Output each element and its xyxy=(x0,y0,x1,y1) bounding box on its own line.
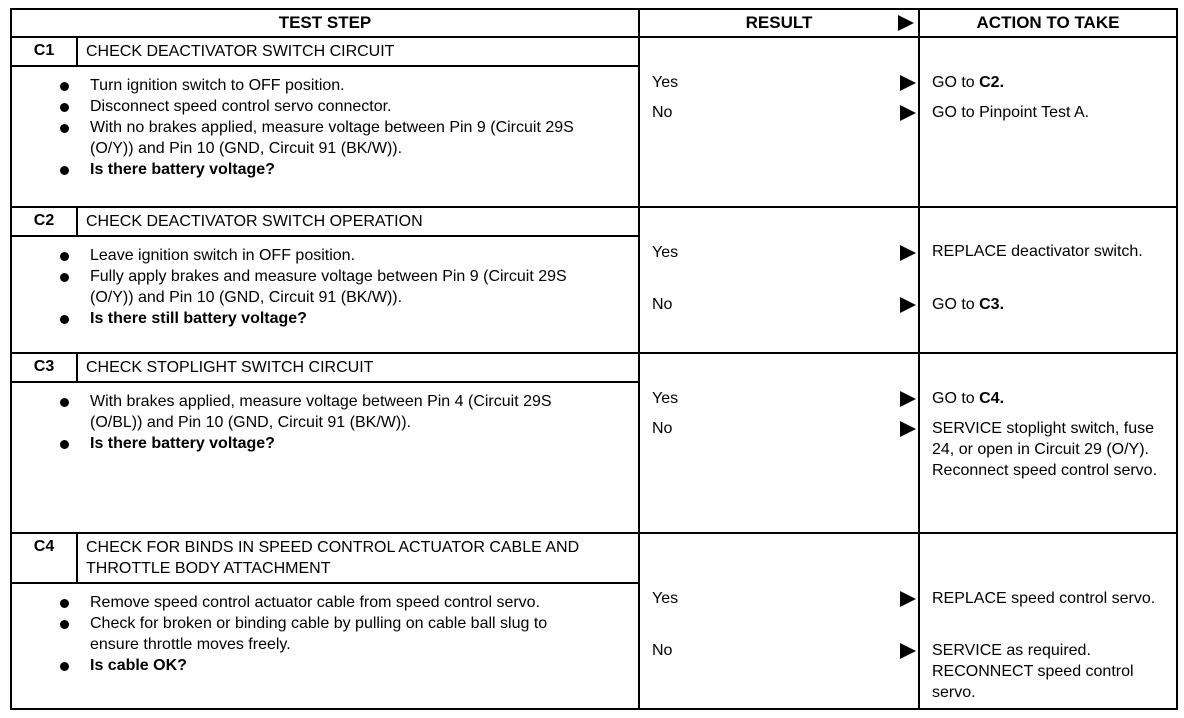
result-yes xyxy=(652,74,918,92)
result-label: Yes xyxy=(652,244,679,261)
result-cell xyxy=(639,353,919,533)
action-cell xyxy=(919,533,1177,709)
action-text: GO to xyxy=(932,74,980,91)
step-header xyxy=(12,534,638,584)
result-cell xyxy=(639,533,919,709)
step-id: C2 xyxy=(12,208,78,235)
action-text: SERVICE stoplight switch, fuse 24, or open in Circuit 29 (O/Y). Reconnect speed control servo. xyxy=(932,420,1158,479)
step-question: Is there still battery voltage? xyxy=(90,308,628,329)
result-label: Yes xyxy=(652,390,679,407)
result-cell xyxy=(639,207,919,353)
bullet-item: Check for broken or binding cable by pulling on cable ball slug to ensure throttle moves freely. xyxy=(90,613,628,655)
step-id: C4 xyxy=(12,534,78,582)
step-cell xyxy=(11,207,639,353)
action-cell xyxy=(919,353,1177,533)
step-header xyxy=(12,38,638,67)
result-no xyxy=(652,104,918,122)
arrow-right-icon xyxy=(900,105,916,121)
step-header xyxy=(12,208,638,237)
diagnostic-table-sheet xyxy=(10,8,1176,710)
action-yes xyxy=(932,588,1170,609)
step-row-c3 xyxy=(11,353,1177,533)
result-label: Yes xyxy=(652,74,679,91)
arrow-right-icon xyxy=(900,643,916,659)
step-row-c1 xyxy=(11,37,1177,207)
step-title: CHECK DEACTIVATOR SWITCH CIRCUIT xyxy=(86,43,395,60)
bullet-item: Remove speed control actuator cable from speed control servo. xyxy=(90,592,628,613)
bullet-item: Leave ignition switch in OFF position. xyxy=(90,245,628,266)
action-no xyxy=(932,102,1170,123)
step-id: C3 xyxy=(12,354,78,381)
action-text: GO to xyxy=(932,390,980,407)
action-text: SERVICE as required. RECONNECT speed control servo. xyxy=(932,642,1134,701)
step-title: CHECK STOPLIGHT SWITCH CIRCUIT xyxy=(86,359,374,376)
header-action: ACTION TO TAKE xyxy=(919,9,1177,37)
action-yes xyxy=(932,72,1170,93)
result-label: No xyxy=(652,104,673,121)
arrow-right-icon xyxy=(900,297,916,313)
step-cell xyxy=(11,37,639,207)
header-result xyxy=(639,9,919,37)
arrow-right-icon xyxy=(900,591,916,607)
action-text: REPLACE deactivator switch. xyxy=(932,243,1143,260)
step-row-c4 xyxy=(11,533,1177,709)
arrow-right-icon xyxy=(900,391,916,407)
arrow-right-icon xyxy=(898,15,914,31)
action-cell xyxy=(919,37,1177,207)
step-cell xyxy=(11,353,639,533)
step-header xyxy=(12,354,638,383)
bullet-item: Turn ignition switch to OFF position. xyxy=(90,75,628,96)
result-label: Yes xyxy=(652,590,679,607)
step-cell xyxy=(11,533,639,709)
action-text: REPLACE speed control servo. xyxy=(932,590,1156,607)
step-title: CHECK DEACTIVATOR SWITCH OPERATION xyxy=(86,213,423,230)
diagnostic-table xyxy=(10,8,1178,710)
action-text: GO to Pinpoint Test A. xyxy=(932,104,1090,121)
step-id: C1 xyxy=(12,38,78,65)
result-yes xyxy=(652,244,918,262)
bullet-item: Disconnect speed control servo connector. xyxy=(90,96,628,117)
header-row xyxy=(11,9,1177,37)
arrow-right-icon xyxy=(900,245,916,261)
step-bullets xyxy=(12,584,638,680)
action-yes xyxy=(932,241,1170,262)
bullet-item: With no brakes applied, measure voltage between Pin 9 (Circuit 29S (O/Y)) and Pin 10 (GND, Circuit 91 (BK/W)). xyxy=(90,117,628,159)
bullet-item: With brakes applied, measure voltage between Pin 4 (Circuit 29S (O/BL)) and Pin 10 (GND, Circuit 91 (BK/W)). xyxy=(90,391,628,433)
arrow-right-icon xyxy=(900,75,916,91)
action-no xyxy=(932,294,1170,315)
step-row-c2 xyxy=(11,207,1177,353)
header-test-step: TEST STEP xyxy=(11,9,639,37)
header-result-label: RESULT xyxy=(745,13,813,32)
step-bullets xyxy=(12,237,638,333)
step-question: Is cable OK? xyxy=(90,655,628,676)
action-cell xyxy=(919,207,1177,353)
step-question: Is there battery voltage? xyxy=(90,433,628,454)
result-yes xyxy=(652,590,918,608)
result-label: No xyxy=(652,642,673,659)
action-no xyxy=(932,418,1170,481)
step-question: Is there battery voltage? xyxy=(90,159,628,180)
action-step-ref: C2. xyxy=(979,74,1005,91)
step-title: CHECK FOR BINDS IN SPEED CONTROL ACTUATOR CABLE AND THROTTLE BODY ATTACHMENT xyxy=(86,539,580,577)
result-no xyxy=(652,420,918,438)
result-label: No xyxy=(652,420,673,437)
result-label: No xyxy=(652,296,673,313)
result-no xyxy=(652,642,918,660)
action-no xyxy=(932,640,1170,703)
result-no xyxy=(652,296,918,314)
result-yes xyxy=(652,390,918,408)
bullet-item: Fully apply brakes and measure voltage between Pin 9 (Circuit 29S (O/Y)) and Pin 10 (GND, Circuit 91 (BK/W)). xyxy=(90,266,628,308)
action-text: GO to xyxy=(932,296,980,313)
action-step-ref: C3. xyxy=(979,296,1005,313)
action-step-ref: C4. xyxy=(979,390,1005,407)
action-yes xyxy=(932,388,1170,409)
result-cell xyxy=(639,37,919,207)
arrow-right-icon xyxy=(900,421,916,437)
step-bullets xyxy=(12,67,638,184)
step-bullets xyxy=(12,383,638,458)
